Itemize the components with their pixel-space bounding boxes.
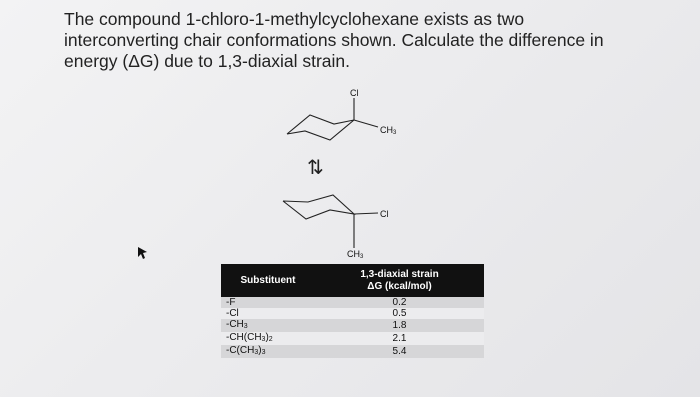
strain-value-cell: 5.4 <box>315 345 484 358</box>
table-row <box>221 297 484 308</box>
chair-top <box>287 98 378 140</box>
header-strain-line2: ΔG (kcal/mol) <box>367 280 432 292</box>
label-ch3-equatorial-top: $CH_3$ <box>380 125 397 136</box>
table-row <box>221 319 484 332</box>
equilibrium-arrows-icon: ⇅ <box>307 157 324 179</box>
strain-value-cell: 0.5 <box>315 308 484 319</box>
question-line-1: The compound 1-chloro-1-methylcyclohexane exists as two <box>64 9 525 29</box>
chair-bottom <box>283 195 378 248</box>
table-row <box>221 308 484 319</box>
substituent-cell: $-CH(CH_3)_2$ <box>221 332 315 345</box>
equatorial-bond-cl-bottom <box>354 213 378 214</box>
equatorial-bond-ch3-top <box>354 120 378 127</box>
label-ch3-axial-bottom: $CH_3$ <box>347 249 364 260</box>
header-strain-line1: 1,3-diaxial strain <box>360 268 439 280</box>
substituent-cell: -Cl <box>221 308 315 319</box>
table-row <box>221 345 484 358</box>
strain-value-cell: 0.2 <box>315 297 484 308</box>
label-cl-equatorial-bottom: Cl <box>380 209 389 219</box>
substituent-cell: $-CH_3$ <box>221 319 315 332</box>
header-substituent: Substituent <box>221 264 315 297</box>
diaxial-strain-table <box>221 264 484 358</box>
substituent-cell: $-C(CH_3)_3$ <box>221 345 315 358</box>
table-header-row <box>221 264 484 297</box>
question-line-3: energy (ΔG) due to 1,3-diaxial strain. <box>64 51 350 71</box>
substituent-cell: -F <box>221 297 315 308</box>
table-row <box>221 332 484 345</box>
cursor-icon <box>138 247 147 259</box>
label-cl-axial-top: Cl <box>350 88 359 98</box>
header-strain <box>315 264 484 297</box>
strain-value-cell: 2.1 <box>315 332 484 345</box>
strain-value-cell: 1.8 <box>315 319 484 332</box>
question-line-2: interconverting chair conformations shown. Calculate the difference in <box>64 30 604 50</box>
